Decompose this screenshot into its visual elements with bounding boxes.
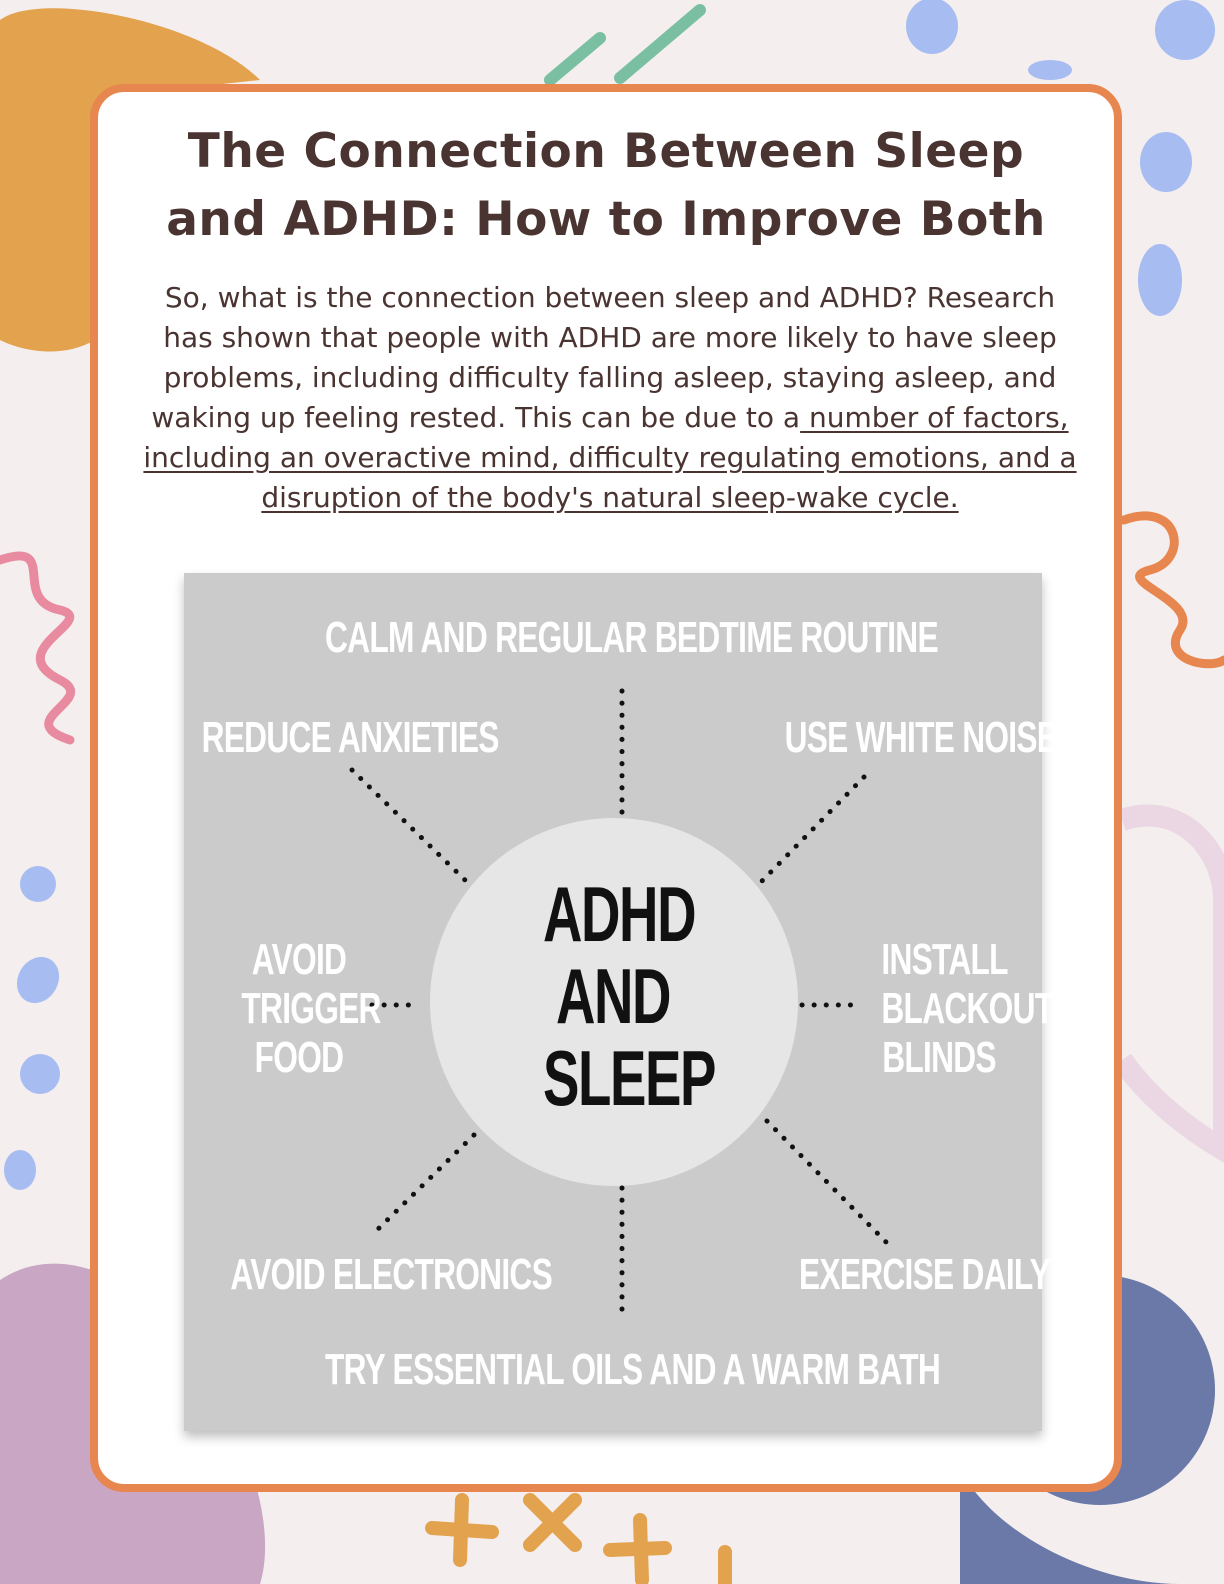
center-label-line-2: AND — [555, 952, 671, 1040]
tip-install-blackout-blinds-line-3: BLINDS — [882, 1033, 996, 1082]
content-card — [90, 84, 1122, 1492]
connector-top-left — [352, 770, 466, 881]
tip-install-blackout-blinds-line-2: BLACKOUT — [881, 984, 1054, 1033]
intro-text: So, what is the connection between sleep and ADHD? Research has shown that people with ADHD are more likely to have sleep problems, including difficulty falling asleep, staying asleep, and waking up feeling rested. This can be due to a — [151, 281, 1057, 434]
page-title — [98, 118, 1114, 254]
connector-bottom-left — [372, 1135, 474, 1235]
tip-avoid-electronics: AVOID ELECTRONICS — [230, 1250, 552, 1299]
intro-paragraph — [142, 278, 1078, 518]
tip-reduce-anxieties: REDUCE ANXIETIES — [201, 713, 499, 762]
tip-use-white-noise: USE WHITE NOISE — [784, 713, 1058, 762]
tip-exercise-daily: EXERCISE DAILY — [799, 1250, 1051, 1299]
intro-link[interactable]: number of factors, including an overactive mind, difficulty regulating emotions, and a disruption of the body's natural sleep-wake cycle. — [143, 401, 1077, 514]
connector-top-right — [762, 777, 864, 881]
tip-install-blackout-blinds — [881, 935, 1054, 1082]
tip-install-blackout-blinds-line-1: INSTALL — [881, 935, 1008, 984]
tip-avoid-trigger-food-line-3: FOOD — [254, 1033, 344, 1082]
tip-avoid-trigger-food — [241, 935, 381, 1082]
title-line-1: The Connection Between Sleep — [187, 124, 1025, 179]
tip-essential-oils-warm-bath: TRY ESSENTIAL OILS AND A WARM BATH — [325, 1345, 941, 1394]
center-label-line-1: ADHD — [543, 870, 696, 958]
tip-avoid-trigger-food-line-2: TRIGGER — [241, 984, 381, 1033]
tip-avoid-trigger-food-line-1: AVOID — [251, 935, 347, 984]
tip-calm-bedtime-routine: CALM AND REGULAR BEDTIME ROUTINE — [325, 613, 938, 662]
center-label — [543, 870, 716, 1122]
adhd-sleep-infographic — [184, 573, 1058, 1431]
title-line-2: and ADHD: How to Improve Both — [166, 192, 1046, 247]
center-label-line-3: SLEEP — [543, 1034, 716, 1122]
connector-bottom-right — [767, 1121, 887, 1243]
